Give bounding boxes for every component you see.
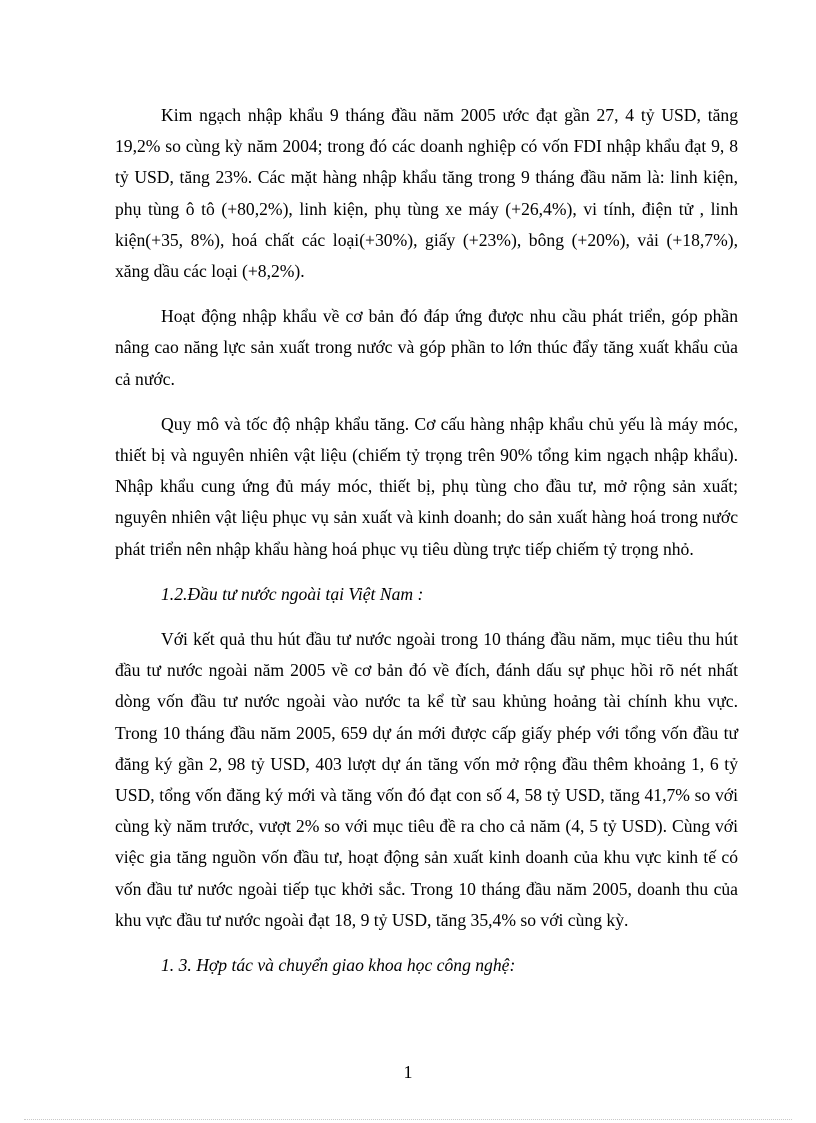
section-heading-fdi: 1.2.Đầu tư nước ngoài tại Việt Nam : — [161, 583, 424, 604]
page-bottom-divider — [24, 1119, 792, 1120]
paragraph-import-activity: Hoạt động nhập khẩu về cơ bản đó đáp ứng được nhu cầu phát triển, góp phần nâng cao năng lực sản xuất trong nước và góp phần to lớn thúc đẩy tăng xuất khẩu của cả nước. — [115, 306, 738, 389]
paragraph-fdi: Với kết quả thu hút đầu tư nước ngoài trong 10 tháng đầu năm, mục tiêu thu hút đầu tư nước ngoài năm 2005 về cơ bản đó về đích, đánh dấu sự phục hồi rõ nét nhất dòng vốn đầu tư nước ngoài vào nước ta kể từ sau khủng hoảng tài chính khu vực. Trong 10 tháng đầu năm 2005, 659 dự án mới được cấp giấy phép với tổng vốn đầu tư đăng ký gần 2, 98 tỷ USD, 403 lượt dự án tăng vốn mở rộng đầu thêm khoảng 1, 6 tỷ USD, tổng vốn đăng ký mới và tăng vốn đó đạt con số 4, 58 tỷ USD, tăng 41,7% so với cùng kỳ năm trước, vượt 2% so với mục tiêu đề ra cho cả năm (4, 5 tỷ USD). Cùng với việc gia tăng nguồn vốn đầu tư, hoạt động sản xuất kinh doanh của khu vực kinh tế có vốn đầu tư nước ngoài tiếp tục khởi sắc. Trong 10 tháng đầu năm 2005, doanh thu của khu vực đầu tư nước ngoài đạt 18, 9 tỷ USD, tăng 35,4% so với cùng kỳ. — [115, 629, 738, 930]
document-page — [115, 100, 738, 981]
paragraph-import-structure: Quy mô và tốc độ nhập khẩu tăng. Cơ cấu hàng nhập khẩu chủ yếu là máy móc, thiết bị và nguyên nhiên vật liệu (chiếm tỷ trọng trên 90% tổng kim ngạch nhập khẩu). Nhập khẩu cung ứng đủ máy móc, thiết bị, phụ tùng cho đầu tư, mở rộng sản xuất; nguyên nhiên vật liệu phục vụ sản xuất và kinh doanh; do sản xuất hàng hoá trong nước phát triển nên nhập khẩu hàng hoá phục vụ tiêu dùng trực tiếp chiếm tỷ trọng nhỏ. — [115, 413, 738, 559]
section-heading-technology: 1. 3. Hợp tác và chuyển giao khoa học công nghệ: — [161, 955, 516, 976]
page-number: 1 — [403, 1062, 413, 1082]
paragraph-import-turnover: Kim ngạch nhập khẩu 9 tháng đầu năm 2005 ước đạt gần 27, 4 tỷ USD, tăng 19,2% so cùng kỳ năm 2004; trong đó các doanh nghiệp có vốn FDI nhập khẩu đạt 9, 8 tỷ USD, tăng 23%. Các mặt hàng nhập khẩu tăng trong 9 tháng đầu năm là: linh kiện, phụ tùng ô tô (+80,2%), linh kiện, phụ tùng xe máy (+26,4%), vi tính, điện tử , linh kiện(+35, 8%), hoá chất các loại(+30%), giấy (+23%), bông (+20%), vải (+18,7%), xăng dầu các loại (+8,2%). — [115, 105, 738, 282]
